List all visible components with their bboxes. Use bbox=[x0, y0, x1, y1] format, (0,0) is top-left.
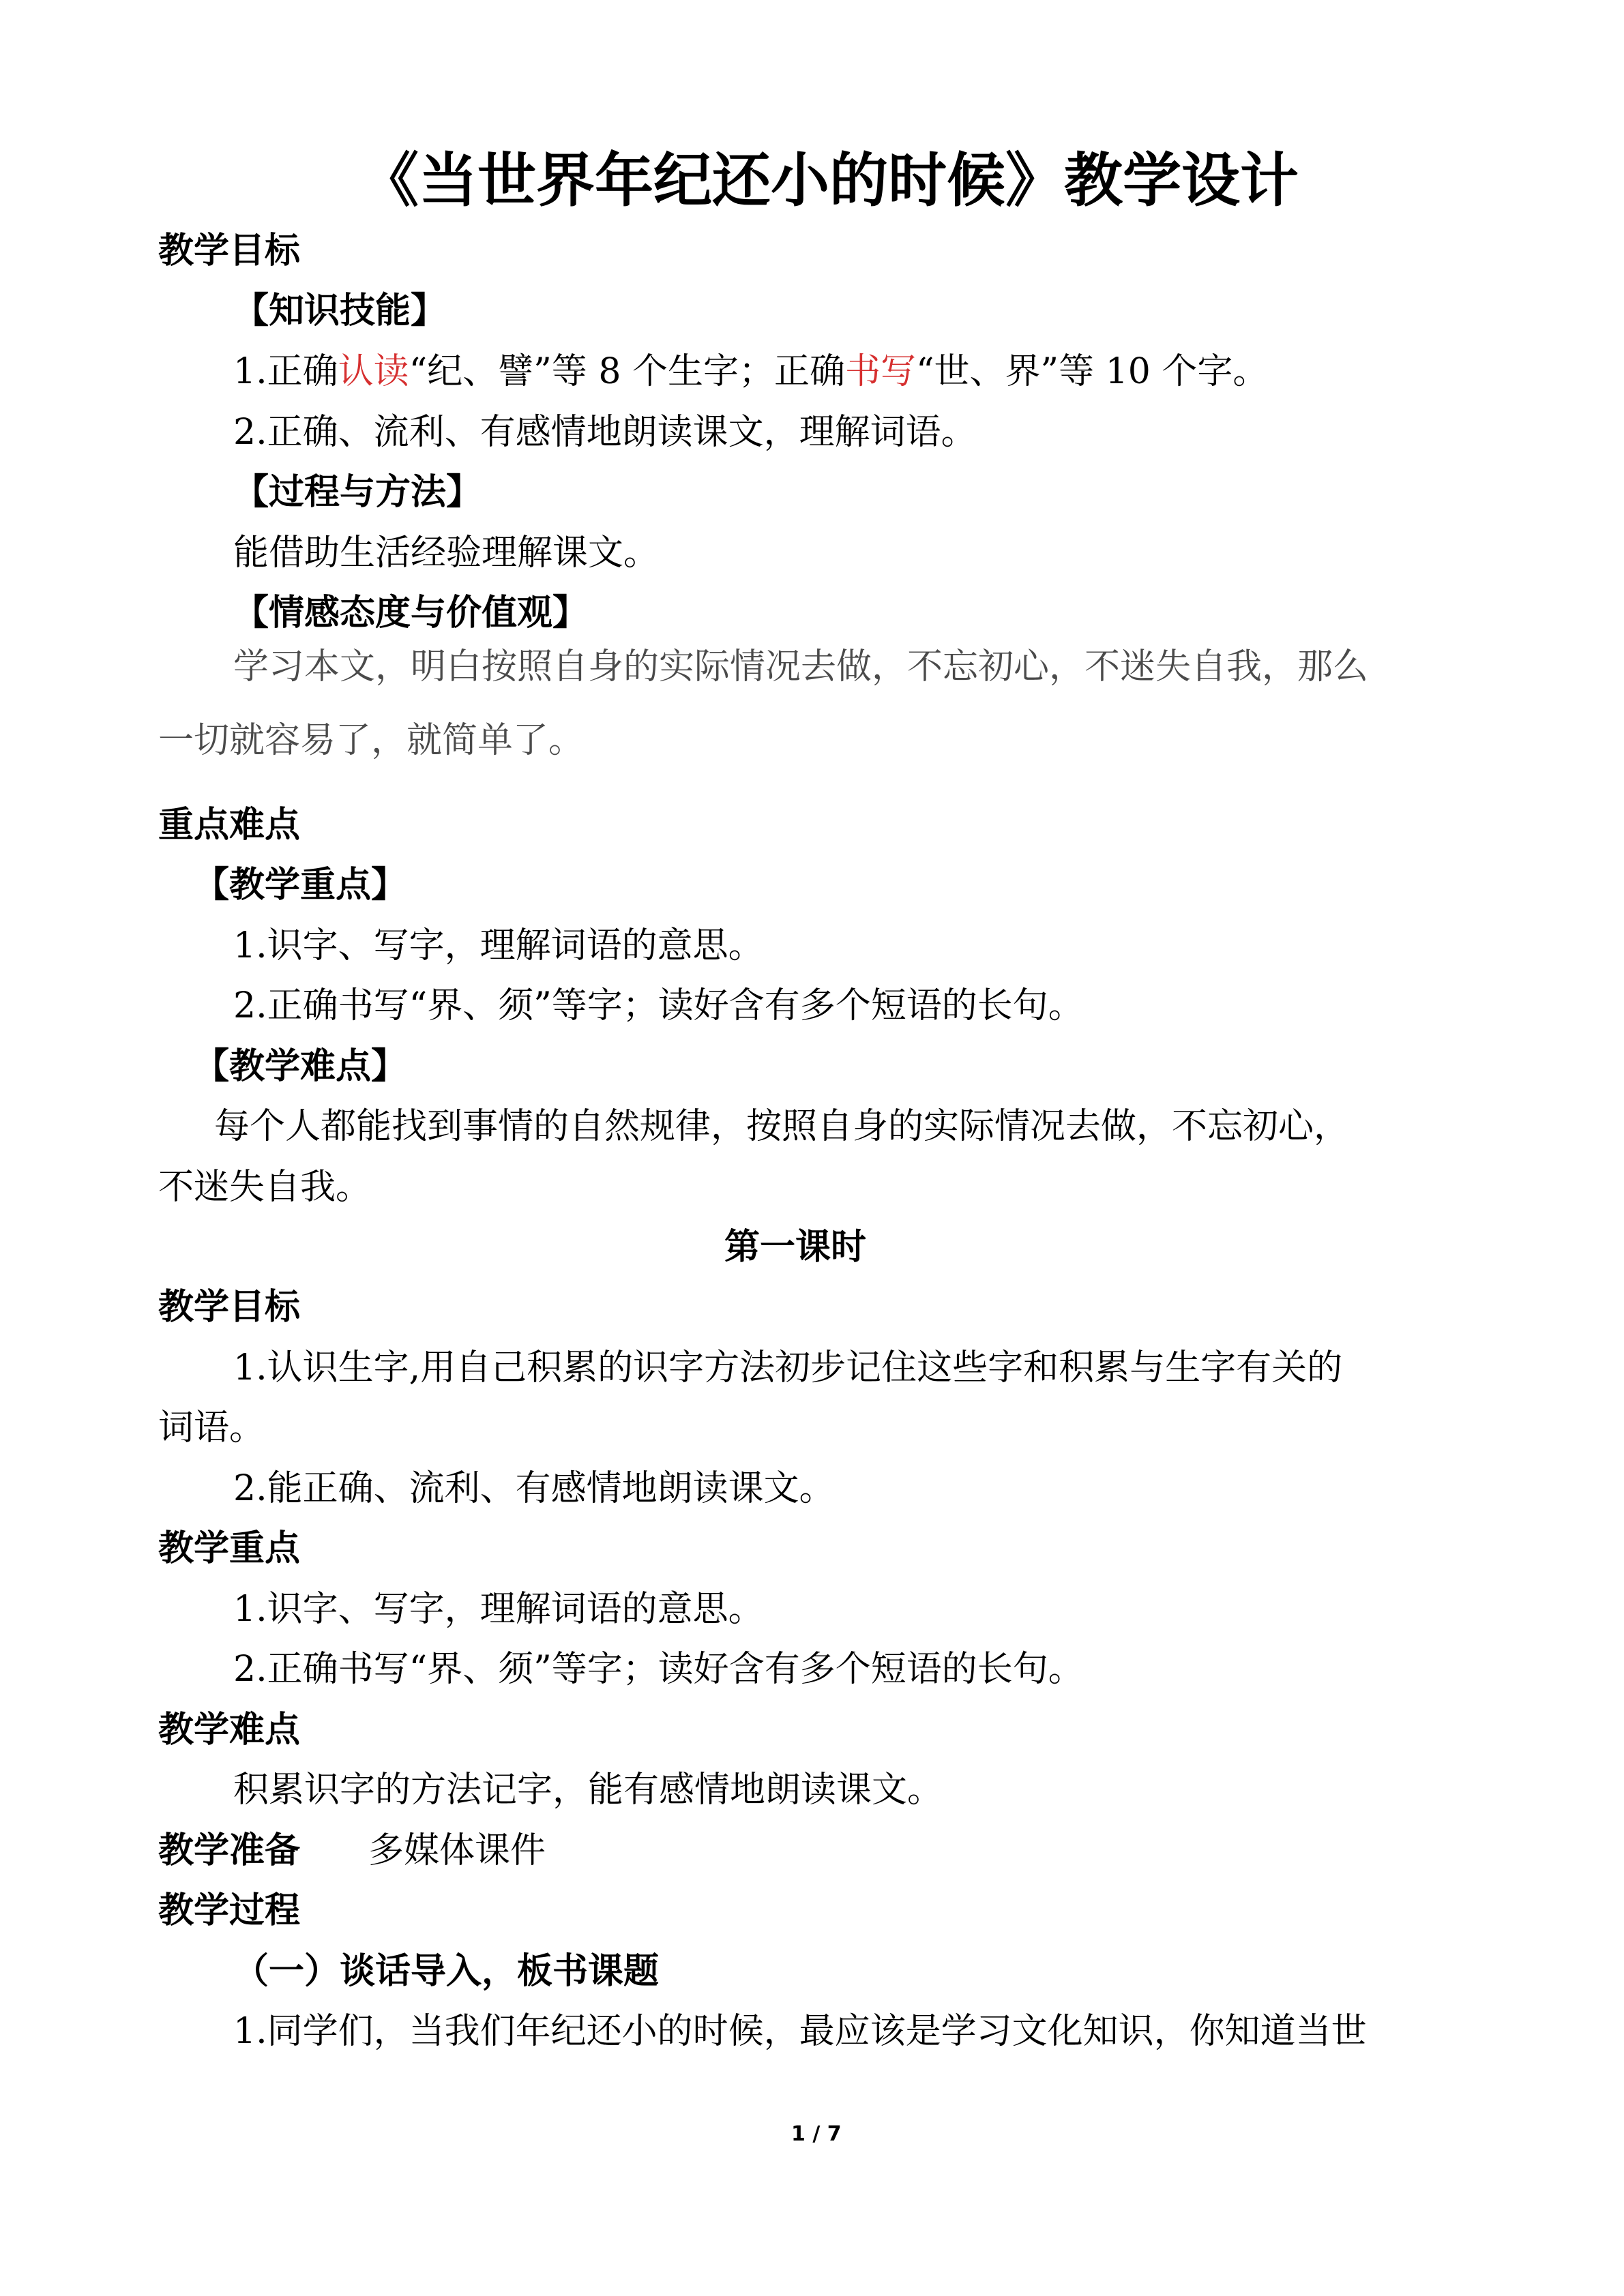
subheading-knowledge: 【知识技能】 bbox=[233, 290, 447, 331]
knowledge-item-2: 2.正确、流利、有感情地朗读课文，理解词语。 bbox=[233, 412, 977, 453]
focus-item-2: 2.正确书写“界、须”等字；读好含有多个短语的长句。 bbox=[233, 985, 1084, 1026]
lesson-difficulty-text: 积累识字的方法记字，能有感情地朗读课文。 bbox=[233, 1770, 943, 1810]
lesson-focus-item-2: 2.正确书写“界、须”等字；读好含有多个短语的长句。 bbox=[233, 1649, 1084, 1690]
subheading-emotion: 【情感态度与价值观】 bbox=[233, 593, 589, 633]
knowledge-item-1-suffix: “世、界”等 10 个字。 bbox=[915, 351, 1269, 392]
lesson-focus-heading: 教学重点 bbox=[158, 1528, 301, 1569]
section-heading-objectives: 教学目标 bbox=[158, 230, 301, 271]
emotion-text-line-1: 学习本文，明白按照自身的实际情况去做，不忘初心，不迷失自我，那么 bbox=[233, 646, 1369, 687]
emotion-text-line-2: 一切就容易了，就简单了。 bbox=[158, 720, 585, 761]
difficulty-text-line-1: 每个人都能找到事情的自然规律，按照自身的实际情况去做，不忘初心， bbox=[214, 1106, 1350, 1147]
step-1-text: 1.同学们，当我们年纪还小的时候，最应该是学习文化知识，你知道当世 bbox=[233, 2011, 1367, 2052]
section-heading-key-points: 重点难点 bbox=[158, 805, 301, 846]
lesson-prep-label: 教学准备 bbox=[158, 1830, 301, 1871]
highlight-write: 书写 bbox=[844, 351, 916, 392]
subheading-process: 【过程与方法】 bbox=[233, 472, 482, 513]
difficulty-text-line-2: 不迷失自我。 bbox=[158, 1167, 372, 1208]
knowledge-item-1-prefix: 1.正确 bbox=[233, 351, 338, 392]
subheading-teaching-focus: 【教学重点】 bbox=[194, 865, 407, 906]
document-title: 《当世界年纪还小的时候》教学设计 bbox=[360, 147, 1299, 215]
lesson-objective-1-line-2: 词语。 bbox=[158, 1407, 265, 1448]
lesson-focus-item-1: 1.识字、写字，理解词语的意思。 bbox=[233, 1589, 764, 1630]
lesson-process-heading: 教学过程 bbox=[158, 1890, 301, 1931]
process-text: 能借助生活经验理解课文。 bbox=[233, 533, 660, 573]
step-1-heading: （一）谈话导入，板书课题 bbox=[233, 1951, 660, 1992]
page-number: 1 / 7 bbox=[791, 2122, 842, 2146]
lesson-heading: 第一课时 bbox=[724, 1227, 867, 1268]
lesson-objective-1-line-1: 1.认识生字,用自己积累的识字方法初步记住这些字和积累与生字有关的 bbox=[233, 1347, 1343, 1388]
lesson-prep-value: 多媒体课件 bbox=[368, 1830, 546, 1871]
highlight-recognize: 认读 bbox=[338, 351, 409, 392]
subheading-teaching-difficulty: 【教学难点】 bbox=[194, 1046, 407, 1087]
lesson-difficulty-heading: 教学难点 bbox=[158, 1710, 301, 1750]
lesson-objectives-heading: 教学目标 bbox=[158, 1287, 301, 1328]
knowledge-item-1-middle: “纪、譬”等 8 个生字；正确 bbox=[409, 351, 845, 392]
knowledge-item-1 bbox=[233, 351, 1269, 392]
focus-item-1: 1.识字、写字，理解词语的意思。 bbox=[233, 925, 764, 966]
lesson-objective-2: 2.能正确、流利、有感情地朗读课文。 bbox=[233, 1468, 835, 1509]
